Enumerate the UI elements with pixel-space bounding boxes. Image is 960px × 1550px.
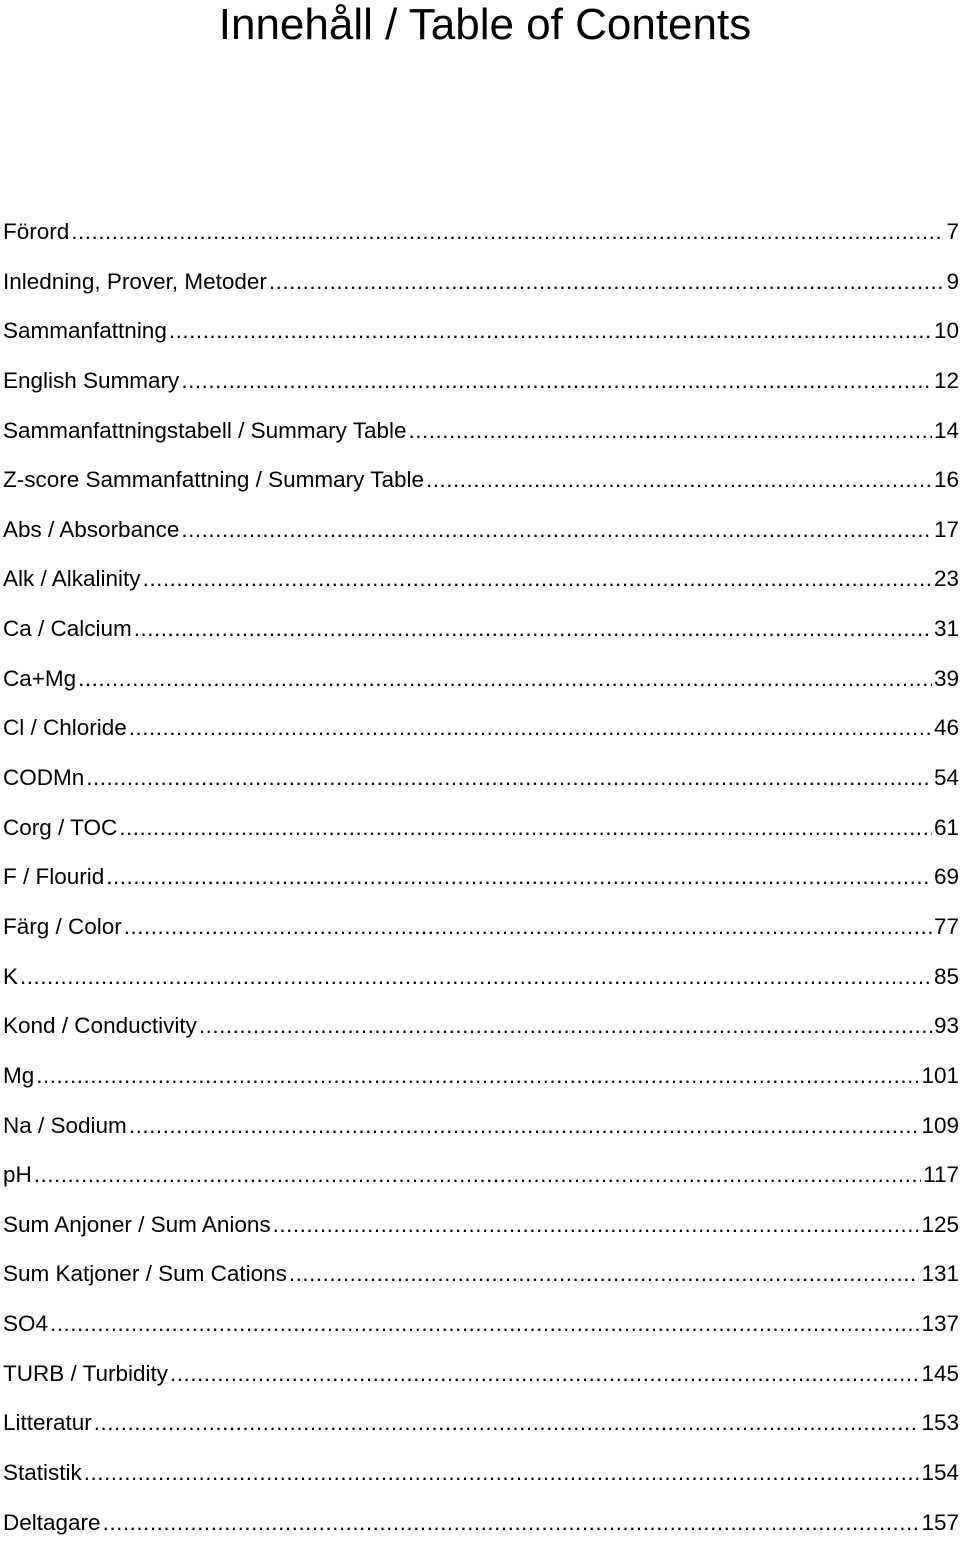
toc-entry-label: Abs / Absorbance	[3, 516, 180, 542]
dot-leader	[50, 1302, 919, 1346]
toc-entry-label: Färg / Color	[3, 913, 122, 939]
toc-entry-page: 9	[946, 268, 959, 294]
toc-entry-page: 145	[921, 1360, 959, 1386]
toc-entry[interactable]	[3, 706, 959, 756]
toc-entry[interactable]	[3, 1252, 959, 1302]
toc-entry-page: 117	[923, 1162, 959, 1188]
toc-entry[interactable]	[3, 855, 959, 905]
toc-entry[interactable]	[3, 806, 959, 856]
toc-entry-label: F / Flourid	[3, 864, 105, 890]
toc-entry-page: 46	[933, 715, 959, 741]
dot-leader	[426, 458, 932, 502]
toc-entry[interactable]	[3, 1451, 959, 1501]
toc-entry[interactable]	[3, 1203, 959, 1253]
toc-entry-label: Sum Anjoner / Sum Anions	[3, 1211, 271, 1237]
toc-entry-page: 61	[933, 814, 959, 840]
dot-leader	[103, 1501, 920, 1545]
toc-entry-label: Sum Katjoner / Sum Cations	[3, 1261, 287, 1287]
dot-leader	[34, 1153, 921, 1197]
toc-entry-page: 85	[933, 963, 959, 989]
toc-entry-page: 10	[933, 318, 959, 344]
toc-entry-label: Statistik	[3, 1460, 82, 1486]
toc-entry[interactable]	[3, 260, 959, 310]
dot-leader	[36, 1054, 919, 1098]
toc-entry[interactable]	[3, 508, 959, 558]
toc-entry-label: Sammanfattning	[3, 318, 167, 344]
toc-entry-label: Ca / Calcium	[3, 616, 132, 642]
toc-entry-label: English Summary	[3, 367, 180, 393]
dot-leader	[409, 409, 932, 453]
dot-leader	[20, 955, 932, 999]
toc-entry-label: K	[3, 963, 19, 989]
toc-entry-label: Ca+Mg	[3, 665, 77, 691]
toc-entry-page: 157	[921, 1509, 959, 1535]
toc-entry-label: Sammanfattningstabell / Summary Table	[3, 417, 407, 443]
toc-entry-page: 23	[933, 566, 959, 592]
dot-leader	[289, 1252, 920, 1296]
toc-entry-page: 69	[933, 864, 959, 890]
dot-leader	[169, 309, 932, 353]
toc-entry[interactable]	[3, 657, 959, 707]
toc-entry-label: pH	[3, 1162, 32, 1188]
toc-entry-label: Na / Sodium	[3, 1112, 127, 1138]
toc-entry-label: Corg / TOC	[3, 814, 118, 840]
toc-entry-page: 54	[933, 765, 959, 791]
toc-entry-label: Deltagare	[3, 1509, 101, 1535]
toc-entry-page: 131	[921, 1261, 959, 1287]
dot-leader	[71, 210, 944, 254]
dot-leader	[181, 508, 932, 552]
toc-entry-page: 93	[933, 1013, 959, 1039]
toc-entry[interactable]	[3, 1153, 959, 1203]
toc-entry[interactable]	[3, 756, 959, 806]
toc-entry[interactable]	[3, 1302, 959, 1352]
dot-leader	[129, 1104, 920, 1148]
page-title: Innehåll / Table of Contents	[218, 0, 752, 49]
toc-entry[interactable]	[3, 905, 959, 955]
toc-entry-page: 12	[933, 367, 959, 393]
table-of-contents	[3, 210, 959, 1550]
dot-leader	[94, 1401, 920, 1445]
toc-entry-page: 14	[933, 417, 959, 443]
toc-entry-page: 17	[933, 516, 959, 542]
toc-entry[interactable]	[3, 409, 959, 459]
toc-entry-page: 154	[921, 1460, 959, 1486]
dot-leader	[129, 706, 932, 750]
toc-entry[interactable]	[3, 458, 959, 508]
toc-entry[interactable]	[3, 607, 959, 657]
toc-entry-label: Förord	[3, 219, 70, 244]
toc-entry[interactable]	[3, 210, 959, 260]
dot-leader	[124, 905, 932, 949]
toc-entry-page: 39	[933, 665, 959, 691]
dot-leader	[181, 359, 932, 403]
toc-entry-page: 153	[921, 1410, 959, 1436]
toc-entry-page: 137	[921, 1311, 959, 1337]
toc-entry-label: CODMn	[3, 765, 85, 791]
toc-entry-label: SO4	[3, 1311, 49, 1337]
toc-entry-page: 16	[933, 467, 959, 493]
dot-leader	[273, 1203, 920, 1247]
toc-entry-label: Z-score Sammanfattning / Summary Table	[3, 467, 424, 493]
toc-entry-label: Mg	[3, 1062, 35, 1088]
toc-entry-label: Kond / Conductivity	[3, 1013, 197, 1039]
dot-leader	[199, 1004, 932, 1048]
toc-entry[interactable]	[3, 1104, 959, 1154]
toc-entry-label: Cl / Chloride	[3, 715, 127, 741]
toc-entry[interactable]	[3, 557, 959, 607]
toc-entry-page: 101	[921, 1062, 959, 1088]
dot-leader	[119, 806, 932, 850]
toc-entry-page: 77	[933, 913, 959, 939]
toc-entry-page: 125	[921, 1211, 959, 1237]
toc-entry-label: TURB / Turbidity	[3, 1360, 169, 1386]
toc-entry-label: Alk / Alkalinity	[3, 566, 141, 592]
dot-leader	[134, 607, 932, 651]
toc-entry-label: Inledning, Prover, Metoder	[3, 268, 267, 294]
toc-entry-label: Litteratur	[3, 1410, 92, 1436]
dot-leader	[86, 756, 932, 800]
dot-leader	[170, 1352, 919, 1396]
toc-entry[interactable]	[3, 955, 959, 1005]
dot-leader	[269, 260, 945, 304]
toc-entry[interactable]	[3, 1352, 959, 1402]
toc-entry-page: 109	[921, 1112, 959, 1138]
dot-leader	[143, 557, 932, 601]
toc-entry[interactable]	[3, 1054, 959, 1104]
toc-entry-page: 31	[933, 616, 959, 642]
toc-entry[interactable]	[3, 359, 959, 409]
toc-entry[interactable]	[3, 1401, 959, 1451]
toc-entry-page: 7	[946, 219, 959, 244]
dot-leader	[78, 657, 932, 701]
toc-entry[interactable]	[3, 309, 959, 359]
dot-leader	[106, 855, 932, 899]
toc-entry[interactable]	[3, 1501, 959, 1550]
dot-leader	[84, 1451, 920, 1495]
toc-entry[interactable]	[3, 1004, 959, 1054]
